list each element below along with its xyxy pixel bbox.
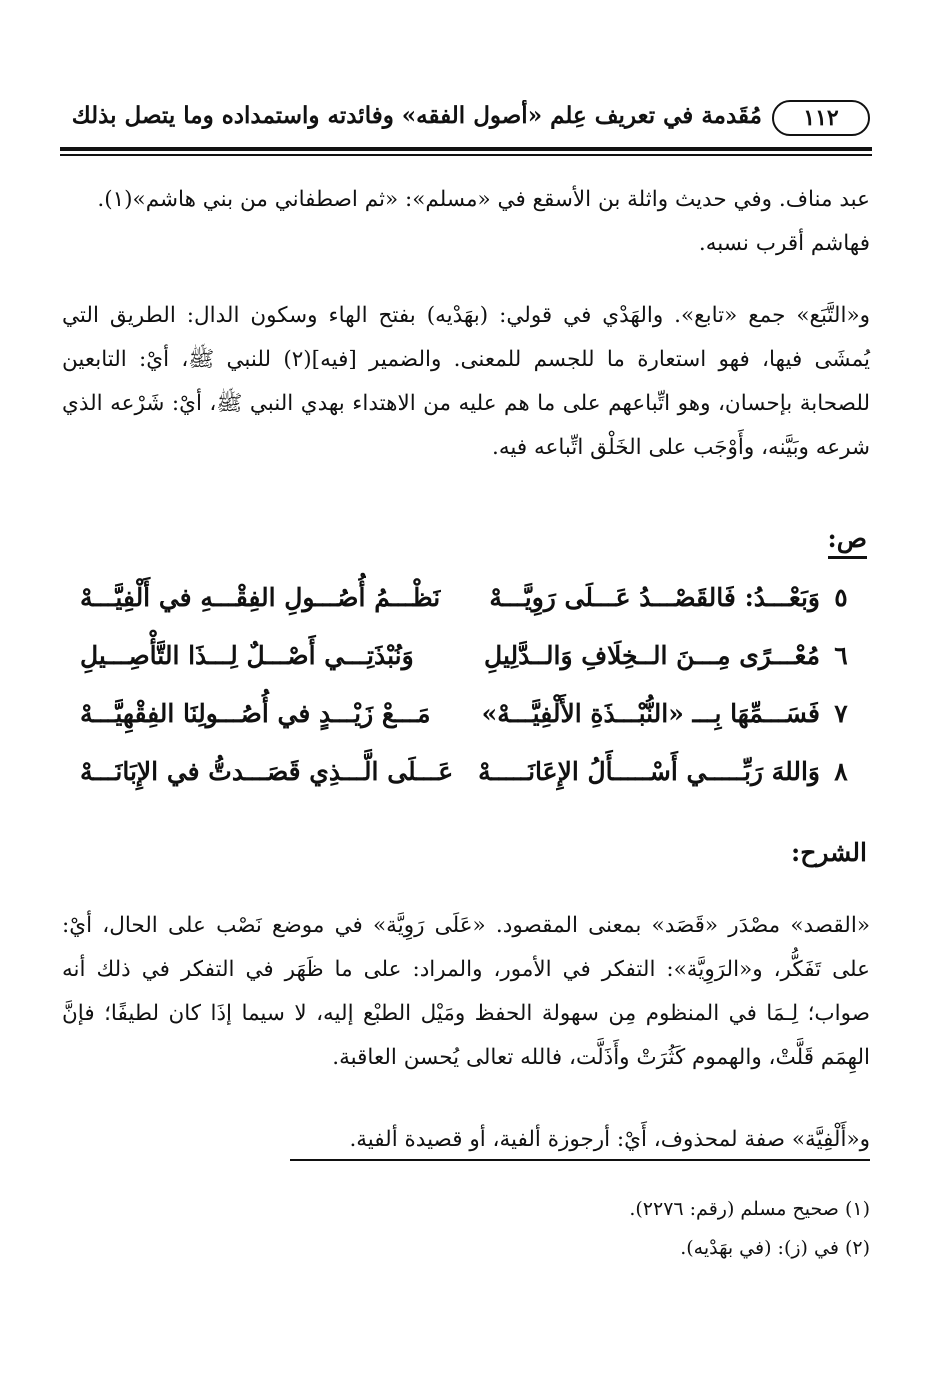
paragraph-continuation [62,178,870,266]
verse [62,749,852,807]
paragraph-line: فهاشم أقرب نسبه. [698,231,870,256]
text-section-label: ص: [828,522,867,559]
verse-number: ٦ [834,641,848,670]
sharh-paragraph-2 [62,1118,870,1162]
footnote-rule [290,1159,870,1161]
verse-first-hemistich: مُعْـــرًى مِـــنَ الــخِلَافِ وَالــدَّلِيلِ [484,641,820,670]
running-title: مُقَدمة في تعريف عِلم «أصول الفقه» وفائدته واستمداده وما يتصل بذلك [71,102,762,129]
verse-first-hemistich: وَاللهَ رَبِّـــــي أَسْـــــأَلُ الإِعَانَـــــهْ [478,757,820,786]
paragraph-line: عبد مناف. وفي حديث واثلة بن الأسقع في «مسلم»: «ثم اصطفاني من بني هاشم»(١). [97,187,870,212]
verse [62,633,852,691]
header-rule-thick [60,147,872,151]
verse-number: ٥ [834,583,848,612]
verse-second-hemistich: وَنُبْذَتِـــي أَصْـــلٌ لِـــذَا التَّأْصِـــيلِ [80,641,414,670]
paragraph-tabaa [62,294,870,470]
footnote: (١) صحيح مسلم (رقم: ٢٢٧٦). [629,1198,870,1220]
verse-number: ٧ [834,699,848,728]
paragraph-text: «القصد» مصْدَر «قَصَد» بمعنى المقصود. «عَلَى رَوِيَّة» في موضع نَصْب على الحال، أيْ: على تَفَكُّر، و«الرَوِيَّة»: التفكر في الأمور، والمراد: على ما ظَهَر في التفكر في ذلك أنه صواب؛ لِـمَا في المنظوم مِن سهولة الحفظ ومَيْل الطبْع إليه، لا سيما إذَا كان لطيفًا؛ فإنَّ الهِمَم قَلَّتْ، والهموم كَثُرَتْ وأَذَلَّت، فالله تعالى يُحسن العاقبة. [62,913,870,1070]
verse-second-hemistich: نَظْـــمُ أُصُـــولِ الفِقْـــهِ في أَلْفِيَّـــهْ [80,583,441,612]
verse-first-hemistich: وَبَعْـــدُ: فَالقَصْـــدُ عَـــلَى رَوِيَّـــهْ [489,583,820,612]
verse [62,575,852,633]
header-rule-thin [60,154,872,156]
page-header [60,96,870,140]
footnotes [80,1190,870,1268]
page-number: ١١٢ [772,100,870,136]
verse-second-hemistich: عَـــلَى الَّـــذِي قَصَـــدتُّ في الإِبَانَـــهْ [80,757,454,786]
explanation-section-label: الشرح: [790,838,867,867]
verse [62,691,852,749]
sharh-paragraph [62,904,870,1080]
verse-second-hemistich: مَـــعْ زَيْـــدٍ في أُصُـــولِنَا الفِقْهِيَّـــهْ [80,699,431,728]
footnote: (٢) في (ز): (في بهَدْيه). [680,1237,870,1259]
verse-first-hemistich: فَسَـــمِّهَا بِـــ «النُّبْـــذَةِ الأَلْفِيَّـــهْ» [481,699,820,728]
verse-number: ٨ [834,757,848,786]
poem-verses [62,575,852,807]
paragraph-text: و«أَلْفِيَّة» صفة لمحذوف، أَيْ: أرجوزة ألفية، أو قصيدة ألفية. [349,1127,870,1152]
paragraph-text: و«التَّبَع» جمع «تابع». والهَدْي في قولي: (بهَدْيه) بفتح الهاء وسكون الدال: الطريق التي يُمشَى فيها، فهو استعارة ما للجسم للمعنى. والضمير [فيه](٢) للنبي ﷺ، أيْ: التابعين للصحابة بإحسان، وهو اتِّباعهم على ما هم عليه من الاهتداء بهدي النبي ﷺ، أيْ: شَرْعه الذي شرعه وبَيَّنه، وأَوْجَب على الخَلْق اتِّباعه فيه. [62,303,870,460]
